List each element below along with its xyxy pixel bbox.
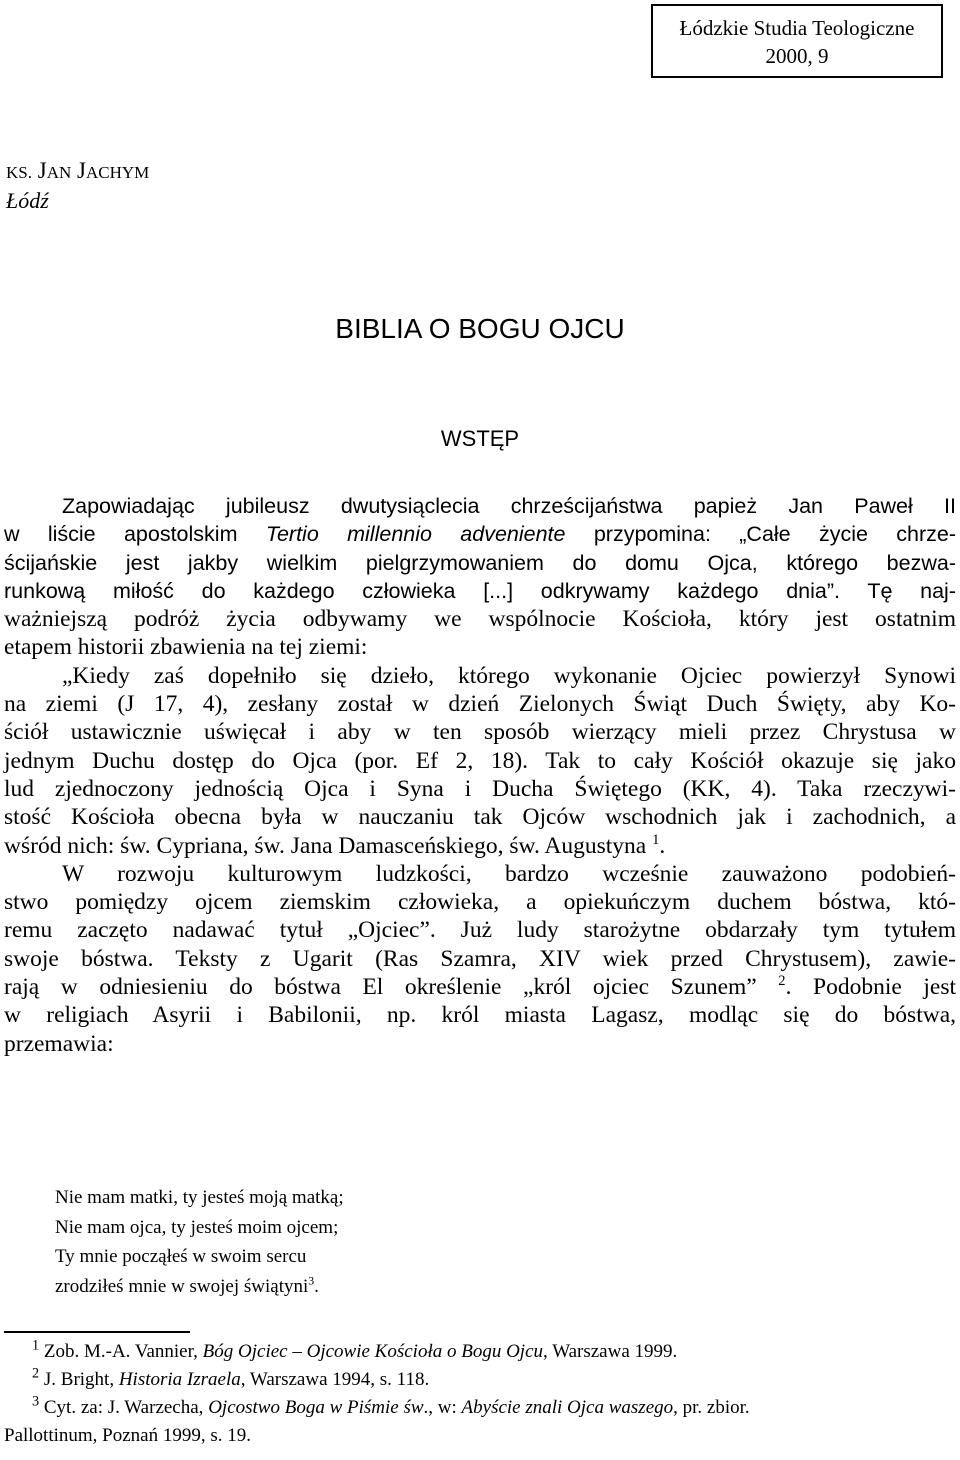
footnote-1: $^1$ Zob. M.-A. Vannier, Bóg Ojciec – Ojcowie Kościoła o Bogu Ojcu, Warszawa 1999. [32, 1337, 678, 1362]
body-line: ścijańskie jest jakby wielkim pielgrzymowaniem do domu Ojca, którego bezwa- [4, 550, 956, 575]
body-line: Zapowiadając jubileusz dwutysiąclecia chrześcijaństwa papież Jan Paweł II [62, 494, 956, 518]
article-title: BIBLIA O BOGU OJCU [335, 313, 625, 344]
footnote-ref: 3 [308, 1274, 315, 1288]
body-line: „Kiedy zaś dopełniło się dzieło, którego wykonanie Ojciec powierzył Synowi [62, 662, 956, 689]
author-initial-2: J [77, 158, 86, 183]
body-line: przemawia: [4, 1030, 114, 1057]
body-line: lud zjednoczony jednością Ojca i Syna i Ducha Świętego (KK, 4). Taka rzeczywi- [4, 775, 956, 802]
author-name-rest-2: ACHYM [85, 163, 150, 182]
body-line: swoje bóstwa. Teksty z Ugarit (Ras Szamra, XIV wiek przed Chrystusem), zawie- [4, 945, 956, 972]
body-line: ważniejszą podróż życia odbywamy we wspólnocie Kościoła, który jest ostatnim [4, 606, 956, 633]
footnotes [4, 1338, 956, 1450]
poem-quote [55, 1183, 344, 1301]
footnote-ref: 2 [778, 973, 786, 990]
body-line: wśród nich: św. Cypriana, św. Jana Damasceńskiego, św. Augustyna $^1$. [4, 831, 666, 859]
body-line: rają w odniesieniu do bóstwa El określenie „król ojciec Szunem” $^2$. Podobnie jest [4, 973, 957, 1001]
author-place: Łódź [6, 188, 49, 213]
footnote-ref: 1 [652, 831, 660, 848]
author-name [6, 155, 149, 189]
author-initial-1: J [37, 158, 47, 183]
body-line: w religiach Asyrii i Babilonii, np. król miasta Lagasz, modląc się do bóstwa, [4, 1002, 956, 1029]
body-line: ściół ustawicznie uświęcał i aby w ten sposób wierzący mieli przez Chrystusa w [4, 719, 956, 746]
body-line: etapem historii zbawienia na tej ziemi: [4, 634, 368, 661]
body-line: W rozwoju kulturowym ludzkości, bardzo wcześnie zauważono podobień- [62, 860, 956, 887]
body-line: jednym Duchu dostęp do Ojca (por. Ef 2, 18). Tak to cały Kościół okazuje się jako [4, 747, 956, 774]
footnote-3: $^3$ Cyt. za: J. Warzecha, Ojcostwo Boga w Piśmie św., w: Abyście znali Ojca waszego, pr. zbior. [32, 1393, 750, 1418]
body-line: stość Kościoła obecna była w nauczaniu tak Ojców wschodnich jak i zachodnich, a [4, 804, 956, 831]
journal-header-box [651, 4, 943, 78]
journal-issue: 2000, 9 [765, 44, 829, 68]
article-body [4, 492, 956, 1058]
author-prefix: KS. [6, 163, 32, 182]
footnote-separator [4, 1331, 190, 1333]
author-name-rest-1: AN [46, 163, 72, 182]
body-line: w liście apostolskim Tertio millennio adveniente przypomina: „Całe życie chrze- [4, 522, 956, 547]
body-line: na ziemi (J 17, 4), zesłany został w dzień Zielonych Świąt Duch Święty, aby Ko- [4, 691, 956, 718]
journal-name: Łódzkie Studia Teologiczne [679, 16, 915, 40]
poem-line: zrodziłeś mnie w swojej świątyni$^3$. [55, 1274, 319, 1297]
poem-line: Nie mam matki, ty jesteś moją matką; [55, 1187, 344, 1208]
body-line: runkową miłość do każdego człowieka [...] odkrywamy każdego dnia”. Tę naj- [4, 578, 956, 603]
section-heading: WSTĘP [440, 426, 520, 451]
footnote-2: $^2$ J. Bright, Historia Izraela, Warszawa 1994, s. 118. [32, 1365, 430, 1390]
body-line: stwo pomiędzy ojcem ziemskim człowieka, a opiekuńczym duchem bóstwa, któ- [4, 889, 956, 916]
poem-line: Nie mam ojca, ty jesteś moim ojcem; [55, 1216, 339, 1238]
poem-line: Ty mnie począłeś w swoim sercu [55, 1246, 307, 1267]
footnote-3-continuation: Pallottinum, Poznań 1999, s. 19. [4, 1425, 251, 1446]
body-line: remu zaczęto nadawać tytuł „Ojciec”. Już ludy starożytne obdarzały tym tytułem [4, 917, 956, 944]
